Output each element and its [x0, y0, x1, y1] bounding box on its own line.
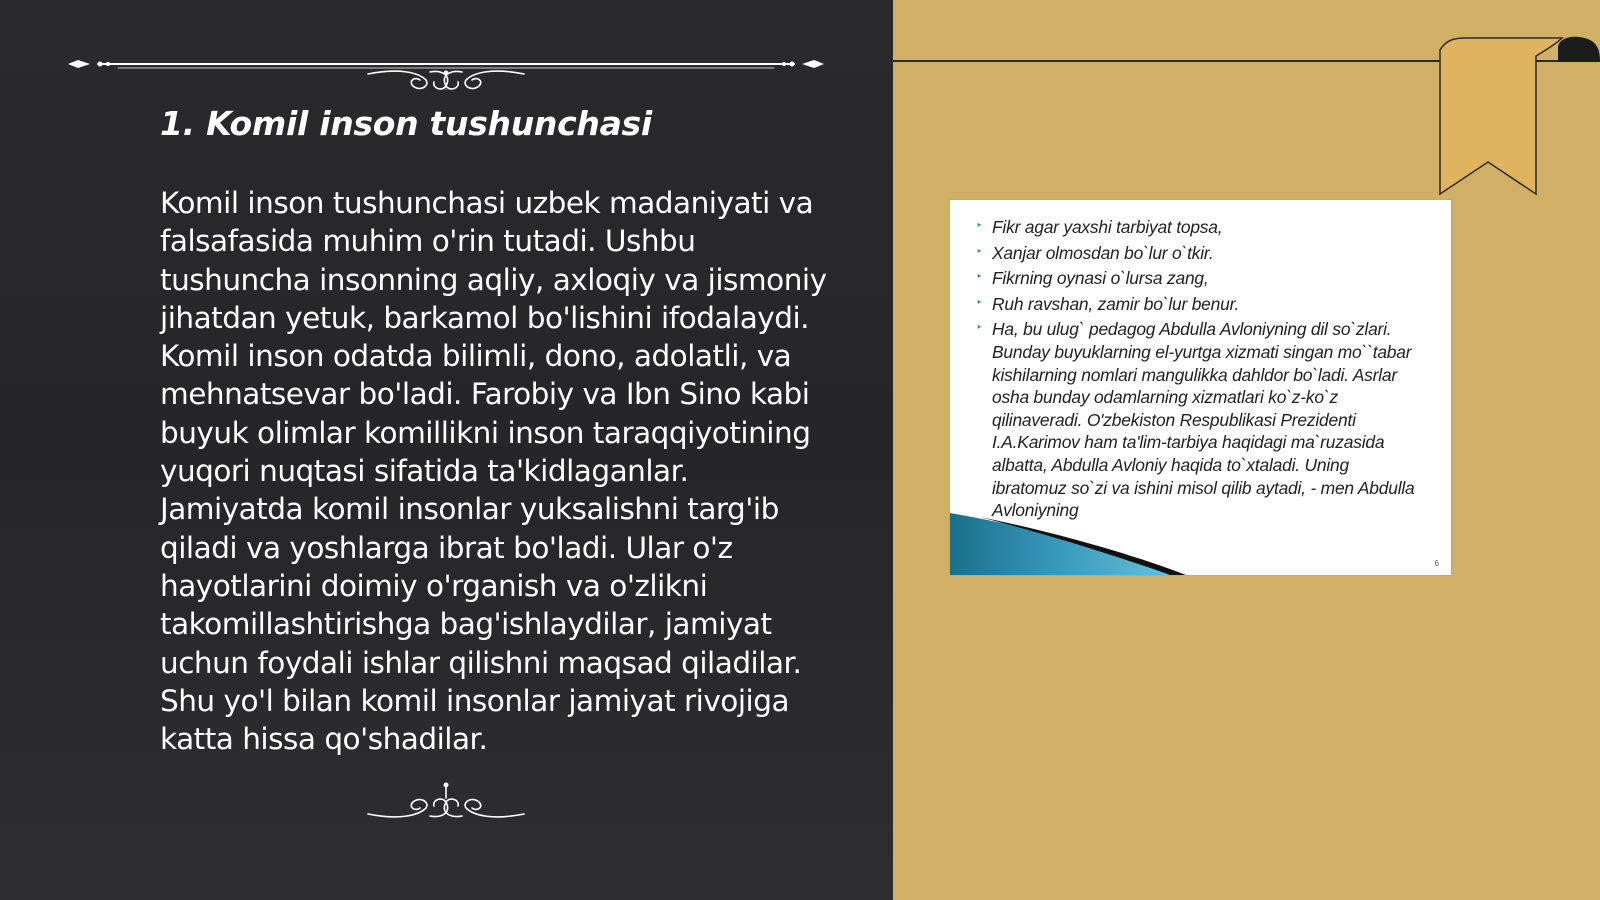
embedded-bullet-list	[976, 216, 1422, 525]
list-item	[976, 216, 1422, 239]
top-flourish-divider-icon	[68, 50, 824, 90]
list-item	[976, 318, 1422, 521]
bullet-icon: ‣	[976, 220, 983, 232]
list-item	[976, 293, 1422, 316]
bullet-icon: ‣	[976, 296, 983, 309]
bookmark-ribbon-icon	[1432, 34, 1600, 204]
list-item	[976, 242, 1422, 265]
bullet-text: Xanjar olmosdan bo`lur o`tkir.	[992, 242, 1214, 263]
bullet-icon: ‣	[976, 271, 983, 284]
slide-body-text: Komil inson tushunchasi uzbek madaniyati va falsafasida muhim o'rin tutadi. Ushbu tushuncha insonning aqliy, axloqiy va jismoniy jihatdan yetuk, barkamol bo'lishini ifodalaydi. Komil inson odatda bilimli, dono, adolatli, va mehnatsevar bo'ladi. Farobiy va Ibn Sino kabi buyuk olimlar komillikni inson taraqqiyotining yuqori nuqtasi sifatida ta'kidlaganlar. Jamiyatda komil insonlar yuksalishni targ'ib qiladi va yoshlarga ibrat bo'ladi. Ular o'z hayotlarini doimiy o'rganish va o'zlikni takomillashtirishga bag'ishlaydilar, jamiyat uchun foydali ishlar qilishni maqsad qiladilar. Shu yo'l bilan komil insonlar jamiyat rivojiga katta hissa qo'shadilar.	[160, 186, 827, 757]
bullet-icon: ‣	[976, 322, 983, 335]
bullet-text: Fikr agar yaxshi tarbiyat topsa,	[992, 217, 1223, 237]
list-item	[976, 267, 1422, 290]
embedded-slide-image	[950, 200, 1451, 575]
embedded-page-number: 6	[1434, 559, 1439, 568]
slide-title: 1. Komil inson tushunchasi	[160, 104, 652, 143]
bullet-text: Ha, bu ulug` pedagog Abdulla Avloniyning dil so`zlari. Bunday buyuklarning el-yurtga xizmati singan mo``tabar kishilarning nomlari mangulikka dahldor bo`ladi. Asrlar osha bunday odamlarning xizmatlari ko`z-ko`z qilinaveradi. O'zbekiston Respublikasi Prezidenti I.A.Karimov ham ta'lim-tarbiya haqidagi ma`ruzasida albatta, Abdulla Avloniy haqida to`xtaladi. Uning ibratomuz so`zi va ishini misol qilib aytadi, - men Abdulla Avloniyning	[992, 319, 1415, 521]
bullet-icon: ‣	[976, 245, 983, 258]
bottom-flourish-divider-icon	[68, 778, 824, 818]
bullet-text: Fikrning oynasi o`lursa zang,	[992, 268, 1209, 289]
teal-swoosh-decoration	[950, 513, 1451, 575]
bullet-text: Ruh ravshan, zamir bo`lur benur.	[992, 293, 1240, 314]
